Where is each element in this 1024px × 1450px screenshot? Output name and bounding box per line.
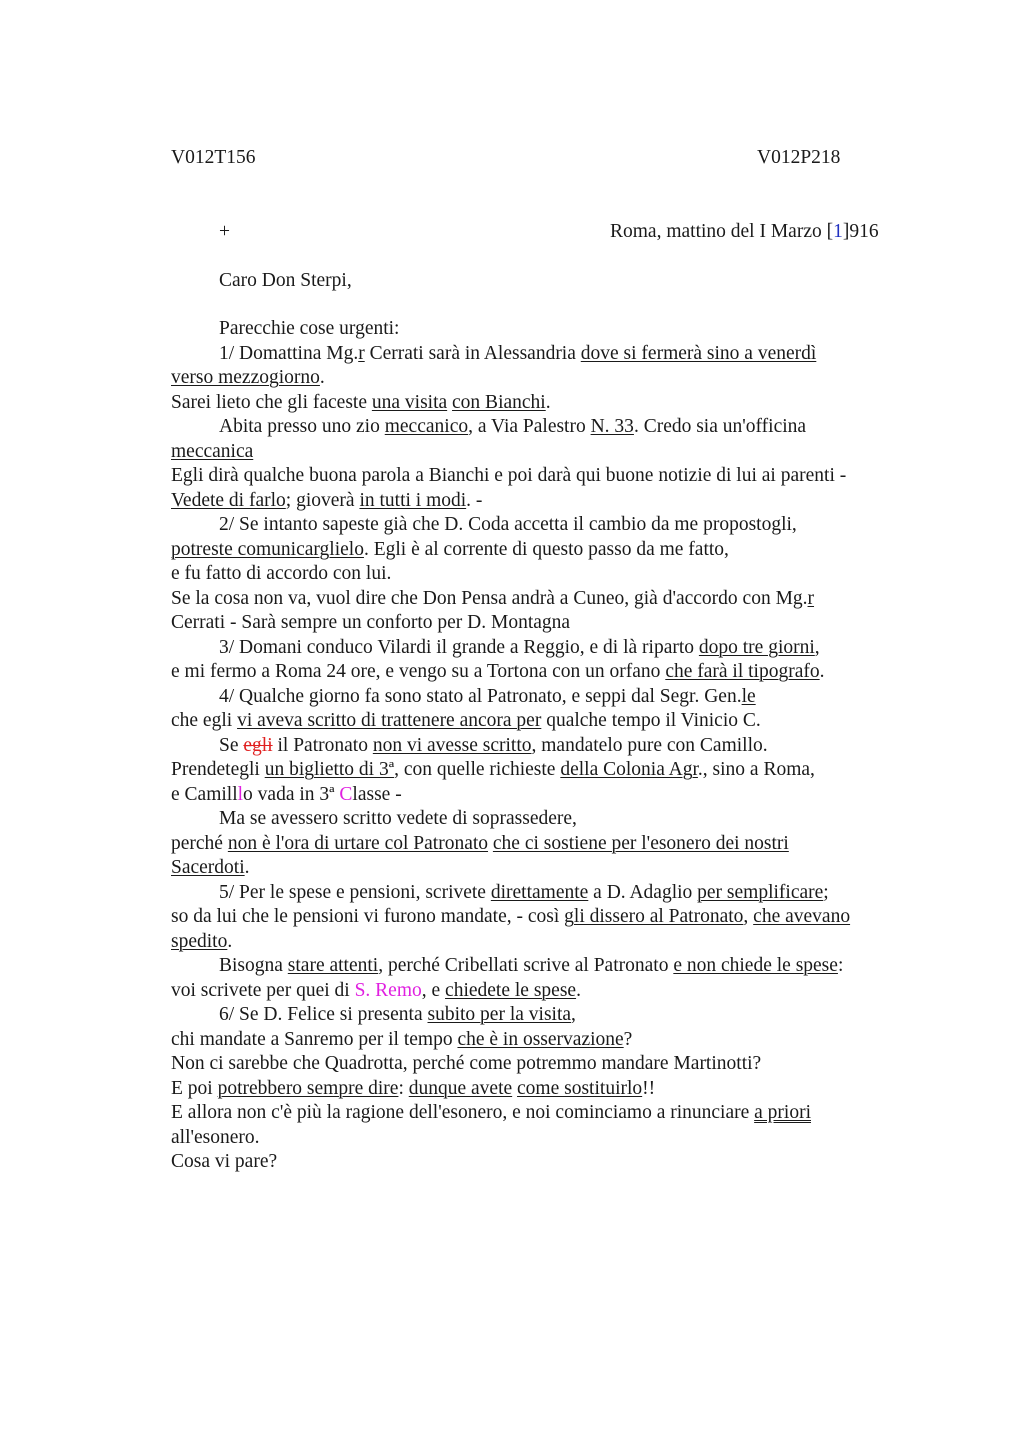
underlined-text: direttamente (490, 881, 589, 903)
text-run: . (319, 367, 325, 388)
letter-line (171, 415, 911, 440)
text-run: 3/ Domani conduco Vilardi il grande a Reggio, e di là riparto (219, 636, 699, 658)
letter-line (171, 709, 911, 734)
underlined-text: meccanico (384, 416, 469, 437)
text-run: a D. Adaglio (588, 881, 698, 903)
text-run: 1/ Domattina Mg. (219, 342, 359, 364)
underlined-text: spedito (171, 930, 228, 952)
dateline-before: Roma, mattino del I Marzo [ (610, 221, 834, 242)
dateline (610, 220, 879, 244)
text-run: chi mandate a Sanremo per il tempo (171, 1028, 458, 1050)
letter-line (171, 1077, 911, 1102)
highlighted-correction: S. Remo (354, 979, 422, 1001)
underlined-text: r (807, 587, 815, 609)
underlined-text: Sacerdoti (171, 857, 245, 878)
text-run: , mandatelo pure con Camillo. (531, 734, 768, 756)
text-run: all'esonero. (171, 1126, 260, 1148)
underlined-text: non è l'ora di urtare col Patronato (227, 832, 489, 854)
text-run: perché (171, 832, 228, 854)
letter-line (171, 1126, 911, 1151)
letter-line (171, 464, 911, 489)
text-run: . (576, 979, 581, 1001)
letter-line (171, 489, 911, 514)
underlined-text: subito per la visita (427, 1004, 572, 1025)
text-run: e Camill (171, 783, 238, 805)
letter-line (171, 783, 911, 808)
letter-line (171, 1003, 911, 1028)
underlined-text: con Bianchi (452, 391, 546, 413)
letter-line (171, 538, 911, 563)
salutation: Caro Don Sterpi, (219, 270, 352, 291)
text-run: e mi fermo a Roma 24 ore, e vengo su a Tortona con un orfano (171, 661, 666, 682)
underlined-text: come sostituirlo (517, 1077, 643, 1099)
underlined-text: una visita (371, 391, 448, 413)
text-run: il Patronato (272, 734, 373, 756)
underlined-text: che avevano (753, 906, 851, 927)
dateline-editor-insert: 1 (833, 221, 843, 242)
text-run: , perché Cribellati scrive al Patronato (378, 955, 674, 976)
text-run: E allora non c'è più la ragione dell'esonero, e noi cominciamo a rinunciare (171, 1102, 755, 1123)
text-run: Non ci sarebbe che Quadrotta, perché come potremmo mandare Martinotti? (171, 1053, 762, 1074)
letter-line (171, 317, 911, 342)
letter-line (171, 856, 911, 881)
underlined-text: per semplificare (697, 881, 824, 903)
letter-line (171, 930, 911, 955)
text-run: Abita presso uno zio (219, 416, 385, 437)
letter-line (171, 881, 911, 906)
highlighted-correction: l (237, 783, 244, 805)
underlined-text: che farà il tipografo (665, 661, 820, 682)
text-run: E poi (171, 1077, 218, 1099)
underlined-text: Vedete di farlo (171, 489, 286, 511)
letter-line (171, 832, 911, 857)
text-run: che egli (171, 710, 238, 731)
letter-line (171, 758, 911, 783)
letter-line (171, 1052, 911, 1077)
underlined-text: meccanica (171, 440, 254, 462)
letter-line (171, 562, 911, 587)
text-run: so da lui che le pensioni vi furono mandate, - così (171, 906, 565, 927)
letter-line (171, 905, 911, 930)
text-run: Se la cosa non va, vuol dire che Don Pensa andrà a Cuneo, già d'accordo con Mg. (171, 587, 808, 609)
letter-line (171, 636, 911, 661)
letter-line (171, 979, 911, 1004)
highlighted-correction: C (339, 783, 353, 805)
text-run: Ma se avessero scritto vedete di soprassedere, (219, 808, 577, 829)
letter-line (171, 391, 911, 416)
text-run: 6/ Se D. Felice si presenta (219, 1004, 428, 1025)
cross-symbol: + (219, 221, 230, 242)
letter-line (171, 342, 911, 367)
underlined-text: verso mezzogiorno (171, 367, 320, 388)
text-run: o vada in 3ª (243, 783, 340, 805)
document-code-right: V012P218 (757, 147, 841, 168)
text-run: . (227, 930, 233, 952)
text-run: lasse - (352, 783, 402, 805)
text-run: Se (219, 734, 244, 756)
underlined-text: e non chiede le spese (673, 955, 838, 976)
underlined-text: che è in osservazione (457, 1028, 624, 1050)
underlined-text: che ci sostiene per l'esonero dei nostri (492, 832, 789, 854)
text-run: Parecchie cose urgenti: (219, 318, 400, 339)
letter-line (171, 440, 911, 465)
text-run: Cerrati sarà in Alessandria (364, 342, 581, 364)
text-run: ., sino a Roma, (697, 759, 815, 780)
text-run: voi scrivete per quei di (171, 979, 355, 1001)
letter-line (171, 954, 911, 979)
underlined-text: in tutti i modi (359, 489, 467, 511)
underlined-text: r (358, 342, 365, 364)
text-run: Prendetegli (171, 759, 265, 780)
underlined-text: le (741, 685, 756, 707)
letter-line (171, 513, 911, 538)
text-run: , (571, 1004, 576, 1025)
underlined-text: N. 33 (590, 416, 634, 437)
letter-line (171, 366, 911, 391)
text-run: ; gioverà (285, 489, 360, 511)
text-run: ? (623, 1028, 633, 1050)
letter-line (171, 611, 911, 636)
text-run: Cosa vi pare? (171, 1151, 278, 1172)
underlined-text: potreste comunicarglielo (171, 538, 364, 560)
letter-line (171, 685, 911, 710)
text-run: . - (466, 489, 483, 511)
letter-line (171, 1150, 911, 1175)
underlined-text: dove si fermerà sino a venerdì (580, 342, 817, 364)
text-run: . (819, 661, 825, 682)
text-run: , e (421, 979, 446, 1001)
letter-body (171, 317, 911, 1175)
letter-line (171, 807, 911, 832)
underlined-text: della Colonia Agr (560, 759, 698, 780)
text-run: . Credo sia un'officina (633, 416, 807, 437)
text-run: !! (642, 1077, 656, 1099)
underlined-text: gli dissero al Patronato (564, 906, 744, 927)
document-code-left: V012T156 (171, 147, 256, 168)
text-run: ; (823, 881, 829, 903)
letter-line (171, 734, 911, 759)
text-run: , (743, 906, 754, 927)
letter-line (171, 587, 911, 612)
text-run: . (244, 857, 250, 878)
text-run: : (398, 1077, 409, 1099)
text-run: . Egli è al corrente di questo passo da me fatto, (363, 538, 729, 560)
underlined-text: dunque avete (408, 1077, 513, 1099)
underlined-text: vi aveva scritto di trattenere ancora per (237, 710, 542, 731)
double-underlined-text: a priori (754, 1102, 811, 1123)
deleted-text: egli (243, 734, 273, 756)
text-run: Sarei lieto che gli faceste (171, 391, 372, 413)
underlined-text: un biglietto di 3ª (264, 759, 395, 780)
underlined-text: non vi avesse scritto (372, 734, 532, 756)
text-run: Bisogna (219, 955, 288, 976)
text-run: 2/ Se intanto sapeste già che D. Coda accetta il cambio da me propostogli, (219, 514, 797, 535)
text-run: e fu fatto di accordo con lui. (171, 563, 392, 584)
underlined-text: potrebbero sempre dire (217, 1077, 399, 1099)
text-run: qualche tempo il Vinicio C. (541, 710, 761, 731)
text-run: , con quelle richieste (394, 759, 561, 780)
text-run: , a Via Palestro (468, 416, 591, 437)
underlined-text: stare attenti (287, 955, 379, 976)
letter-line (171, 1028, 911, 1053)
text-run: 4/ Qualche giorno fa sono stato al Patronato, e seppi dal Segr. Gen. (219, 685, 742, 707)
text-run: , (814, 636, 820, 658)
underlined-text: chiedete le spese (445, 979, 577, 1001)
letter-line (171, 1101, 911, 1126)
underlined-text: dopo tre giorni (698, 636, 815, 658)
letter-line (171, 660, 911, 685)
text-run: . (545, 391, 551, 413)
text-run: : (837, 955, 844, 976)
dateline-after: ]916 (842, 221, 879, 242)
text-run: 5/ Per le spese e pensioni, scrivete (219, 881, 491, 903)
text-run: Cerrati - Sarà sempre un conforto per D. Montagna (171, 612, 571, 633)
text-run: Egli dirà qualche buona parola a Bianchi e poi darà qui buone notizie di lui ai parenti - (171, 465, 847, 486)
